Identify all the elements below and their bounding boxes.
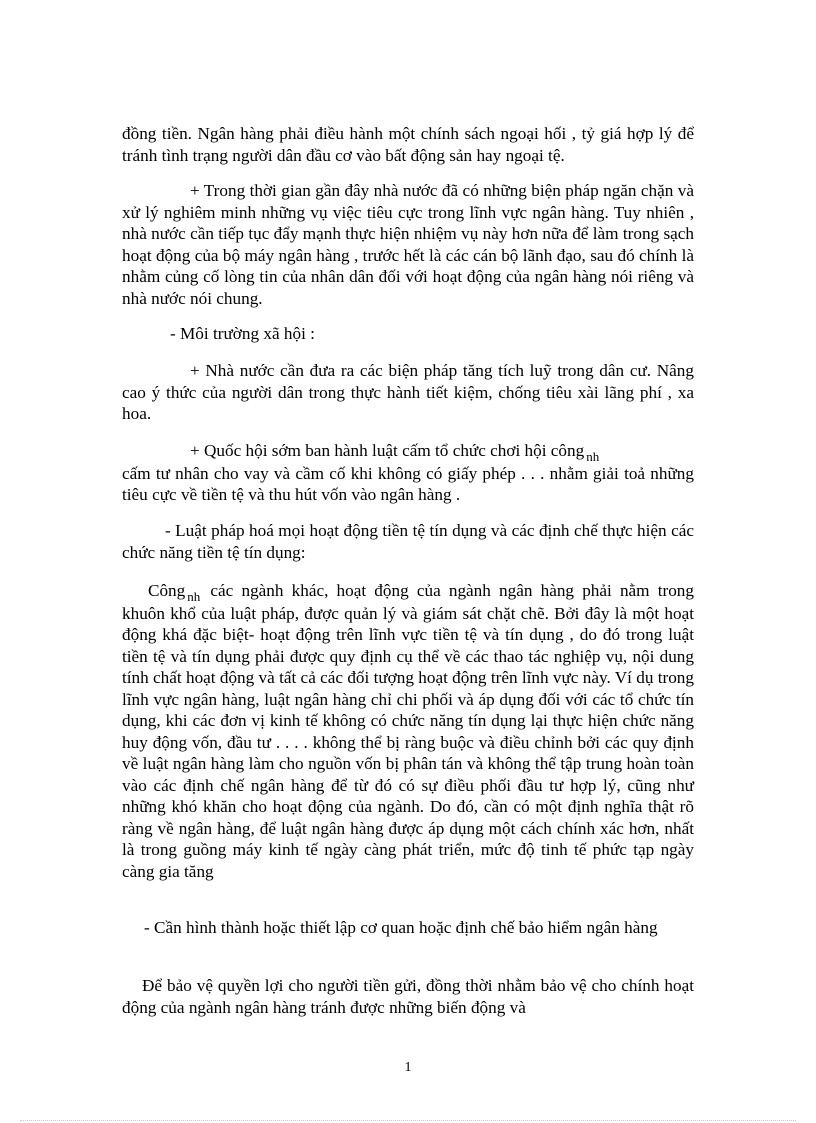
subscript-fragment: nh [187,589,201,604]
superscript-fragment: nh [586,449,600,464]
paragraph-depositor-protection: Để bảo vệ quyền lợi cho người tiền gửi, đồng thời nhằm bảo vệ cho chính hoạt động của ngành ngân hàng tránh được những biến động và [122,976,694,1017]
paragraph-legal-framework-start: Công [148,581,186,600]
paragraph-legal-framework [122,580,694,882]
heading-social-environment: - Môi trường xã hội : [170,324,315,343]
page-bottom-border [20,1120,796,1121]
heading-legalization: - Luật pháp hoá mọi hoạt động tiền tệ tín dụng và các định chế thực hiện các chức năng tiền tệ tín dụng: [122,521,694,562]
paragraph-legal-framework-body: các ngành khác, hoạt động của ngành ngân hàng phải nằm trong khuôn khổ của luật pháp, được quản lý và giám sát chặt chẽ. Bởi đây là một hoạt động khá đặc biệt- hoạt động trên lĩnh vực tiền tệ và tín dụng , do đó trong luật tiền tệ và tín dụng phải được quy định cụ thể về các thao tác nghiệp vụ, nội dung tính chất hoạt động và tất cả các đối tượng hoạt động trên lĩnh vực này. Ví dụ trong lĩnh vực ngân hàng, luật ngân hàng chỉ chi phối và áp dụng đối với các tổ chức tín dụng, khi các đơn vị kinh tế không có chức năng tín dụng lại thực hiện chức năng huy động vốn, đầu tư . . . . không thể bị ràng buộc và điều chỉnh bởi các quy định về luật ngân hàng làm cho nguồn vốn bị phân tán và không thể tập trung hoàn toàn vào các định chế ngân hàng để từ đó có sự điều phối đầu tư hợp lý, cũng như những khó khăn cho hoạt động của ngành. Do đó, cần có một định nghĩa thật rõ ràng về ngân hàng, để luật ngân hàng được áp dụng một cách chính xác hơn, nhất là trong guồng máy kinh tế ngày càng phát triển, mức độ tinh tế phức tạp ngày càng gia tăng [122,581,694,881]
heading-deposit-insurance: - Cần hình thành hoặc thiết lập cơ quan hoặc định chế bảo hiểm ngân hàng [144,918,658,937]
paragraph-savings: + Nhà nước cần đưa ra các biện pháp tăng tích luỹ trong dân cư. Nâng cao ý thức của người dân trong thực hành tiết kiệm, chống tiêu xài lãng phí , xa hoa. [122,361,694,423]
paragraph-assembly-law-end: cấm tư nhân cho vay và cầm cố khi không có giấy phép . . . nhằm giải toả những tiêu cực về tiền tệ và thu hút vốn vào ngân hàng . [122,463,694,504]
paragraph-assembly-law-start: + Quốc hội sớm ban hành luật cấm tổ chức chơi hội công [190,441,585,460]
paragraph-exchange-rate: đồng tiền. Ngân hàng phải điều hành một chính sách ngoại hối , tỷ giá hợp lý để tránh tình trạng người dân đầu cơ vào bất động sản hay ngoại tệ. [122,124,694,165]
paragraph-anti-corruption: + Trong thời gian gần đây nhà nước đã có những biện pháp ngăn chặn và xử lý nghiêm minh những vụ việc tiêu cực trong lĩnh vực ngân hàng. Tuy nhiên , nhà nước cần tiếp tục đẩy mạnh thực hiện nhiệm vụ này hơn nữa để làm trong sạch hoạt động của bộ máy ngân hàng , trước hết là các cán bộ lãnh đạo, sau đó chính là nhằm củng cố lòng tin của nhân dân đối với hoạt động của ngân hàng nói riêng và nhà nước nói chung. [122,181,694,308]
page-number: 1 [404,1060,412,1075]
paragraph-assembly-law [122,440,694,506]
